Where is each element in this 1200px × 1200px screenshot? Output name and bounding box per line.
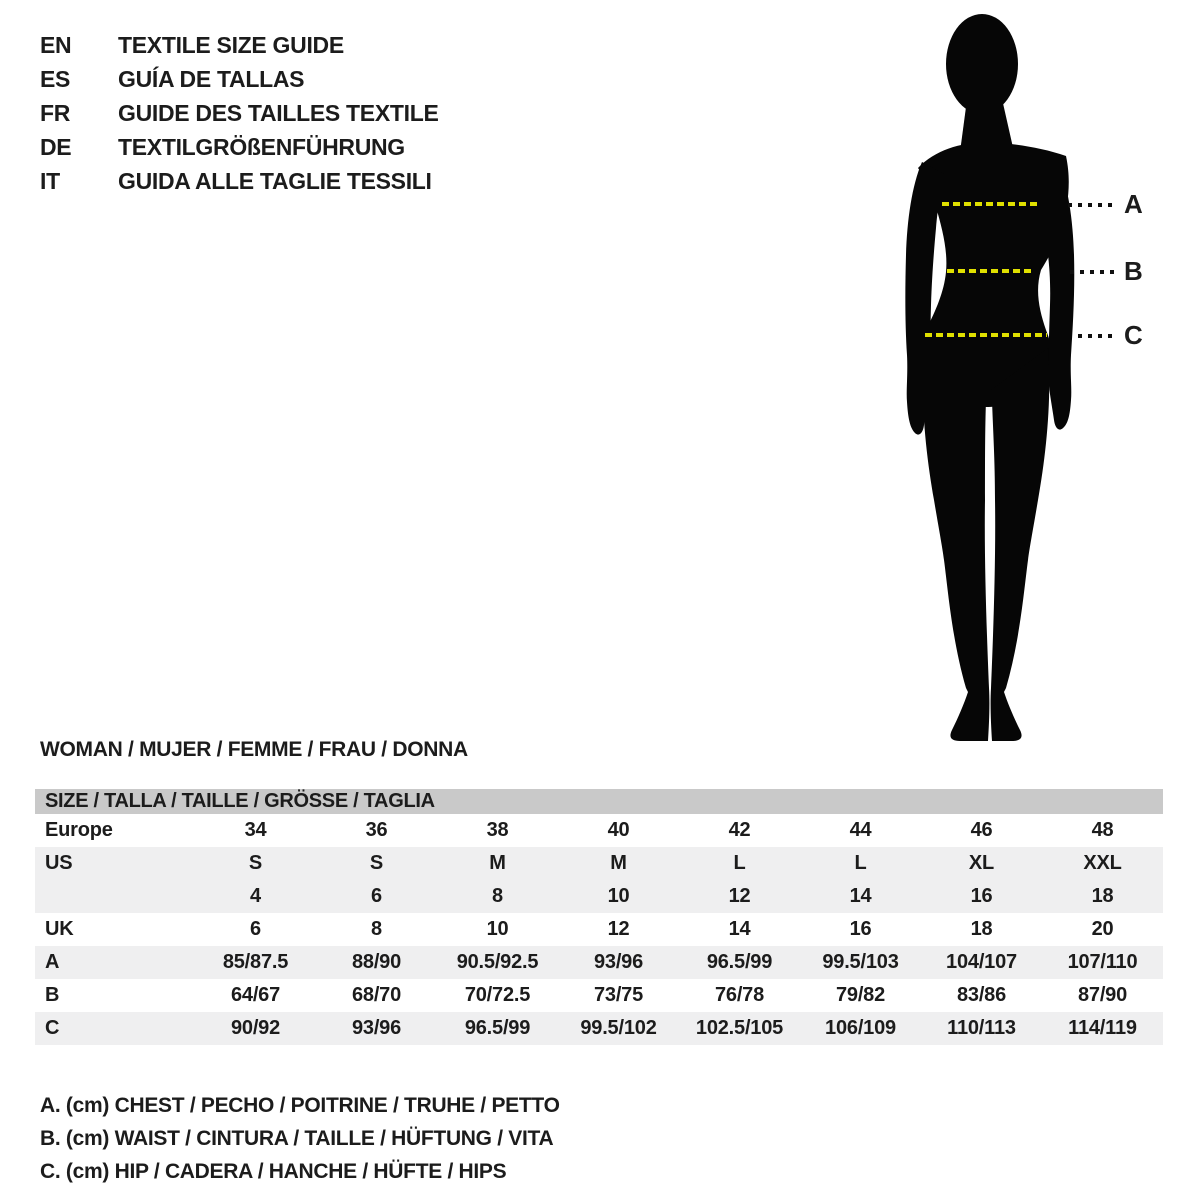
- size-cell: 12: [607, 918, 630, 940]
- language-code: EN: [40, 31, 72, 58]
- waist-marker-label: B: [1124, 256, 1143, 286]
- language-row: [40, 96, 439, 130]
- size-cell: 96.5/99: [464, 1017, 531, 1039]
- size-cell: 42: [728, 819, 751, 841]
- size-cell: 38: [486, 819, 509, 841]
- size-cell: 10: [607, 885, 630, 907]
- language-row: [40, 164, 439, 198]
- legend-waist: B. (cm) WAIST / CINTURA / TAILLE / HÜFTUNG / VITA: [40, 1126, 554, 1150]
- guide-title: GUÍA DE TALLAS: [118, 65, 305, 92]
- size-cell: 16: [849, 918, 872, 940]
- size-cell: 96.5/99: [706, 951, 773, 973]
- woman-silhouette: [880, 0, 1120, 745]
- size-table-body: [35, 814, 1163, 1045]
- size-cell: 18: [970, 918, 993, 940]
- legend-hip: C. (cm) HIP / CADERA / HANCHE / HÜFTE / HIPS: [40, 1159, 507, 1183]
- size-cell: 10: [486, 918, 509, 940]
- size-cell: 104/107: [946, 951, 1017, 973]
- size-cell: 73/75: [593, 984, 644, 1006]
- size-cell: 44: [849, 819, 872, 841]
- silhouette-right-leg: [991, 348, 1050, 741]
- guide-title: GUIDE DES TAILLES TEXTILE: [118, 99, 439, 126]
- size-cell: 107/110: [1067, 951, 1138, 973]
- table-row: [35, 814, 1163, 847]
- waist-line-dashed: [947, 269, 1033, 273]
- gender-heading: WOMAN / MUJER / FEMME / FRAU / DONNA: [40, 738, 468, 761]
- row-label: B: [45, 984, 60, 1006]
- size-cell: 99.5/103: [822, 951, 899, 973]
- size-cell: S: [369, 852, 384, 874]
- size-cell: 85/87.5: [222, 951, 289, 973]
- language-code: DE: [40, 133, 72, 160]
- size-cell: 12: [728, 885, 751, 907]
- language-code: ES: [40, 65, 71, 92]
- table-row: [35, 880, 1163, 913]
- table-row: [35, 979, 1163, 1012]
- row-label: US: [45, 852, 73, 874]
- guide-title: TEXTILE SIZE GUIDE: [118, 31, 344, 58]
- language-list: [40, 28, 439, 198]
- size-cell: 76/78: [714, 984, 765, 1006]
- size-table-header: SIZE / TALLA / TAILLE / GRÖSSE / TAGLIA: [35, 789, 1163, 814]
- language-row: [40, 130, 439, 164]
- row-label: Europe: [45, 819, 113, 841]
- size-cell: S: [248, 852, 263, 874]
- table-row: [35, 847, 1163, 880]
- size-cell: 110/113: [947, 1017, 1016, 1039]
- size-cell: 6: [250, 918, 261, 940]
- size-cell: 106/109: [825, 1017, 896, 1039]
- size-cell: 14: [728, 918, 751, 940]
- language-row: [40, 28, 439, 62]
- chest-marker-label: A: [1124, 189, 1143, 219]
- silhouette-left-leg: [923, 348, 990, 741]
- row-label: C: [45, 1017, 60, 1039]
- size-cell: 114/119: [1068, 1017, 1137, 1039]
- size-cell: M: [489, 852, 506, 874]
- size-cell: 99.5/102: [580, 1017, 657, 1039]
- chest-line-dashed: [942, 202, 1040, 206]
- size-cell: 34: [244, 819, 267, 841]
- size-cell: 6: [371, 885, 382, 907]
- language-row: [40, 62, 439, 96]
- row-label: A: [45, 951, 60, 973]
- guide-title: TEXTILGRÖßENFÜHRUNG: [118, 133, 405, 160]
- size-cell: 93/96: [593, 951, 644, 973]
- table-row: [35, 946, 1163, 979]
- size-cell: 90.5/92.5: [456, 951, 539, 973]
- size-cell: 20: [1091, 918, 1114, 940]
- size-cell: XL: [968, 852, 995, 874]
- size-cell: 4: [250, 885, 261, 907]
- size-cell: 14: [849, 885, 872, 907]
- size-cell: L: [733, 852, 746, 874]
- size-cell: 90/92: [230, 1017, 281, 1039]
- size-cell: 70/72.5: [464, 984, 531, 1006]
- row-label: UK: [45, 918, 74, 940]
- size-cell: 87/90: [1077, 984, 1128, 1006]
- size-cell: 79/82: [835, 984, 886, 1006]
- size-cell: 36: [365, 819, 388, 841]
- size-cell: 8: [371, 918, 382, 940]
- size-cell: 83/86: [956, 984, 1007, 1006]
- size-cell: M: [610, 852, 627, 874]
- size-cell: XXL: [1083, 852, 1122, 874]
- size-cell: 64/67: [230, 984, 281, 1006]
- measurement-legend: [40, 1089, 560, 1188]
- chest-line-dotted: [1068, 203, 1116, 207]
- size-cell: 8: [492, 885, 503, 907]
- waist-line-dotted: [1070, 270, 1116, 274]
- hip-line-dashed: [925, 333, 1047, 337]
- size-cell: 16: [970, 885, 993, 907]
- table-row: [35, 913, 1163, 946]
- size-cell: 102.5/105: [695, 1017, 784, 1039]
- legend-chest: A. (cm) CHEST / PECHO / POITRINE / TRUHE / PETTO: [40, 1093, 560, 1117]
- hip-line-dotted: [1078, 334, 1116, 338]
- size-cell: 68/70: [351, 984, 402, 1006]
- size-cell: 88/90: [351, 951, 402, 973]
- table-row: [35, 1012, 1163, 1045]
- size-cell: 46: [970, 819, 993, 841]
- language-code: FR: [40, 99, 71, 126]
- size-table: [35, 789, 1163, 1045]
- size-cell: L: [854, 852, 867, 874]
- size-cell: 18: [1091, 885, 1114, 907]
- size-cell: 40: [607, 819, 630, 841]
- guide-title: GUIDA ALLE TAGLIE TESSILI: [118, 167, 432, 194]
- hip-marker-label: C: [1124, 320, 1143, 350]
- size-cell: 93/96: [351, 1017, 402, 1039]
- size-cell: 48: [1091, 819, 1114, 841]
- language-code: IT: [40, 167, 60, 194]
